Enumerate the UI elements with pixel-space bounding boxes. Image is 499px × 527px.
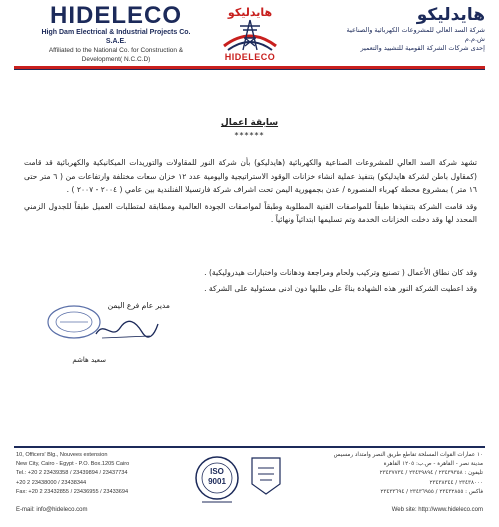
header-divider xyxy=(14,66,485,70)
certification-mark-icon xyxy=(246,454,286,510)
affiliation-ar: إحدى شركات الشركة القومية للتشييد والتعمير xyxy=(360,44,485,52)
brand-name-ar: هايدليكو xyxy=(416,5,485,25)
company-type-ar: ش.م.م xyxy=(464,35,485,43)
company-name-ar: شركة السد العالي للمشروعات الكهربائية والصناعية xyxy=(346,26,485,34)
iso-label: ISO xyxy=(210,467,224,476)
email-address: E-mail: info@hideleco.com xyxy=(16,507,88,513)
address-ar-line1: ١٠ عمارات القوات المسلحة تقاطع طريق النصر وامتداد رمسيس xyxy=(333,452,483,458)
scope-paragraph: وقد كان نطاق الأعمال ( تصنيع وتركيب ولحام ومراجعة ودهانات واختبارات هيدروليكية) . xyxy=(204,268,477,277)
signature-icon xyxy=(92,316,162,342)
iso-number: 9001 xyxy=(208,477,226,486)
footer-contact-ar xyxy=(293,451,483,497)
body-paragraph-1: تشهد شركة السد العالي للمشروعات الصناعية والكهربائية (هايدليكو) بأن شركة النور للمقاولات والتوريدات الميكانيكية والكهربائية قد قامت (كمقاول باطن لشركة هايدليكو) بتنفيذ عملية انشاء خزانات الوقود الاستراتيجية واليومية عدد ١٢ خزان سعات مختلفة وارتفاعات من ( ٦ متر حتى ١٦ متر ) بمشروع محطة كهرباء المنصورة / عدن بجمهورية اليمن تحت اشراف شركة فارتسيلا الفنلندية بين عامي ( ٢٠٠٤ - ٢٠٠٧ ) . xyxy=(24,158,477,195)
signer-name: سعيد هاشم xyxy=(72,356,106,364)
fax-ar: فاكس : ٢٣٤٣٢٨٥٥ / ٢٣٤٣٦٩٥٥ / ٢٣٤٣٣٦٩٤ xyxy=(380,488,483,495)
affiliation-en-line2: Development( N.C.C.D) xyxy=(81,56,151,63)
company-type-en: S.A.E. xyxy=(105,38,127,45)
signer-title: مدير عام فرع اليمن xyxy=(107,301,170,310)
footer-divider xyxy=(14,446,485,448)
footer-contact-en xyxy=(16,451,186,497)
address-en-line2: New City, Cairo - Egypt - P.O. Box.1205 Cairo xyxy=(16,461,130,468)
address-ar-line2: مدينة نصر - القاهرة - ص.ب: ١٢٠٥ القاهرة xyxy=(383,461,483,468)
letter-title: سابقة اعمال xyxy=(220,118,279,128)
company-name-en: High Dam Electrical & Industrial Projects Co. xyxy=(41,29,191,36)
closing-paragraph: وقد اعطيت الشركة النور هذه الشهادة بناءً على طلبها دون ادنى مسئولية على الشركة . xyxy=(204,284,477,293)
address-en-line1: 10, Officers' Blg., Nouvees extension xyxy=(16,452,108,458)
logo-text-ar: هايدليكو xyxy=(227,6,273,19)
letter-body xyxy=(24,156,477,230)
website-address: Web site: http://www.hideleco.com xyxy=(391,507,483,513)
phone-ar-line1: تليفون : ٢٣٤٣٩٣٥٨ / ٢٣٤٣٩٨٩٤ / ٢٣٤٣٧٧٣٤ xyxy=(379,470,483,477)
fax-en: Fax: +20 2 23432855 / 23436955 / 23433694 xyxy=(16,488,129,495)
header-arabic xyxy=(290,4,485,53)
affiliation-en-line1: Affiliated to the National Co. for Construction & xyxy=(48,47,184,54)
brand-name-en: HIDELECO xyxy=(49,2,182,29)
phone-ar-line2: ٢٣٤٣٨٠٠٠ / ٢٣٤٣٨٣٤٤ xyxy=(429,479,483,486)
logo-text-en: HIDELECO xyxy=(224,52,276,62)
company-logo xyxy=(212,6,288,66)
title-ornament: ****** xyxy=(234,131,265,140)
body-paragraph-2: وقد قامت الشركة بتنفيذها طبقاً للمواصفات الفنية المطلوبة وطبقاً لمواصفات الجودة العالمية ومطابقة لمتطلبات العميل طبقاً للجدول الزمني المحدد لها وقد دخلت الخزانات الخدمة وتم تسليمها ابتدائياً ونهائياً . xyxy=(24,201,477,225)
phone-en-line2: +20 2 23438000 / 23438344 xyxy=(16,479,87,486)
phone-en-line1: Tel.: +20 2 23439358 / 23439894 / 23437734 xyxy=(16,470,128,477)
header-english xyxy=(16,4,216,64)
